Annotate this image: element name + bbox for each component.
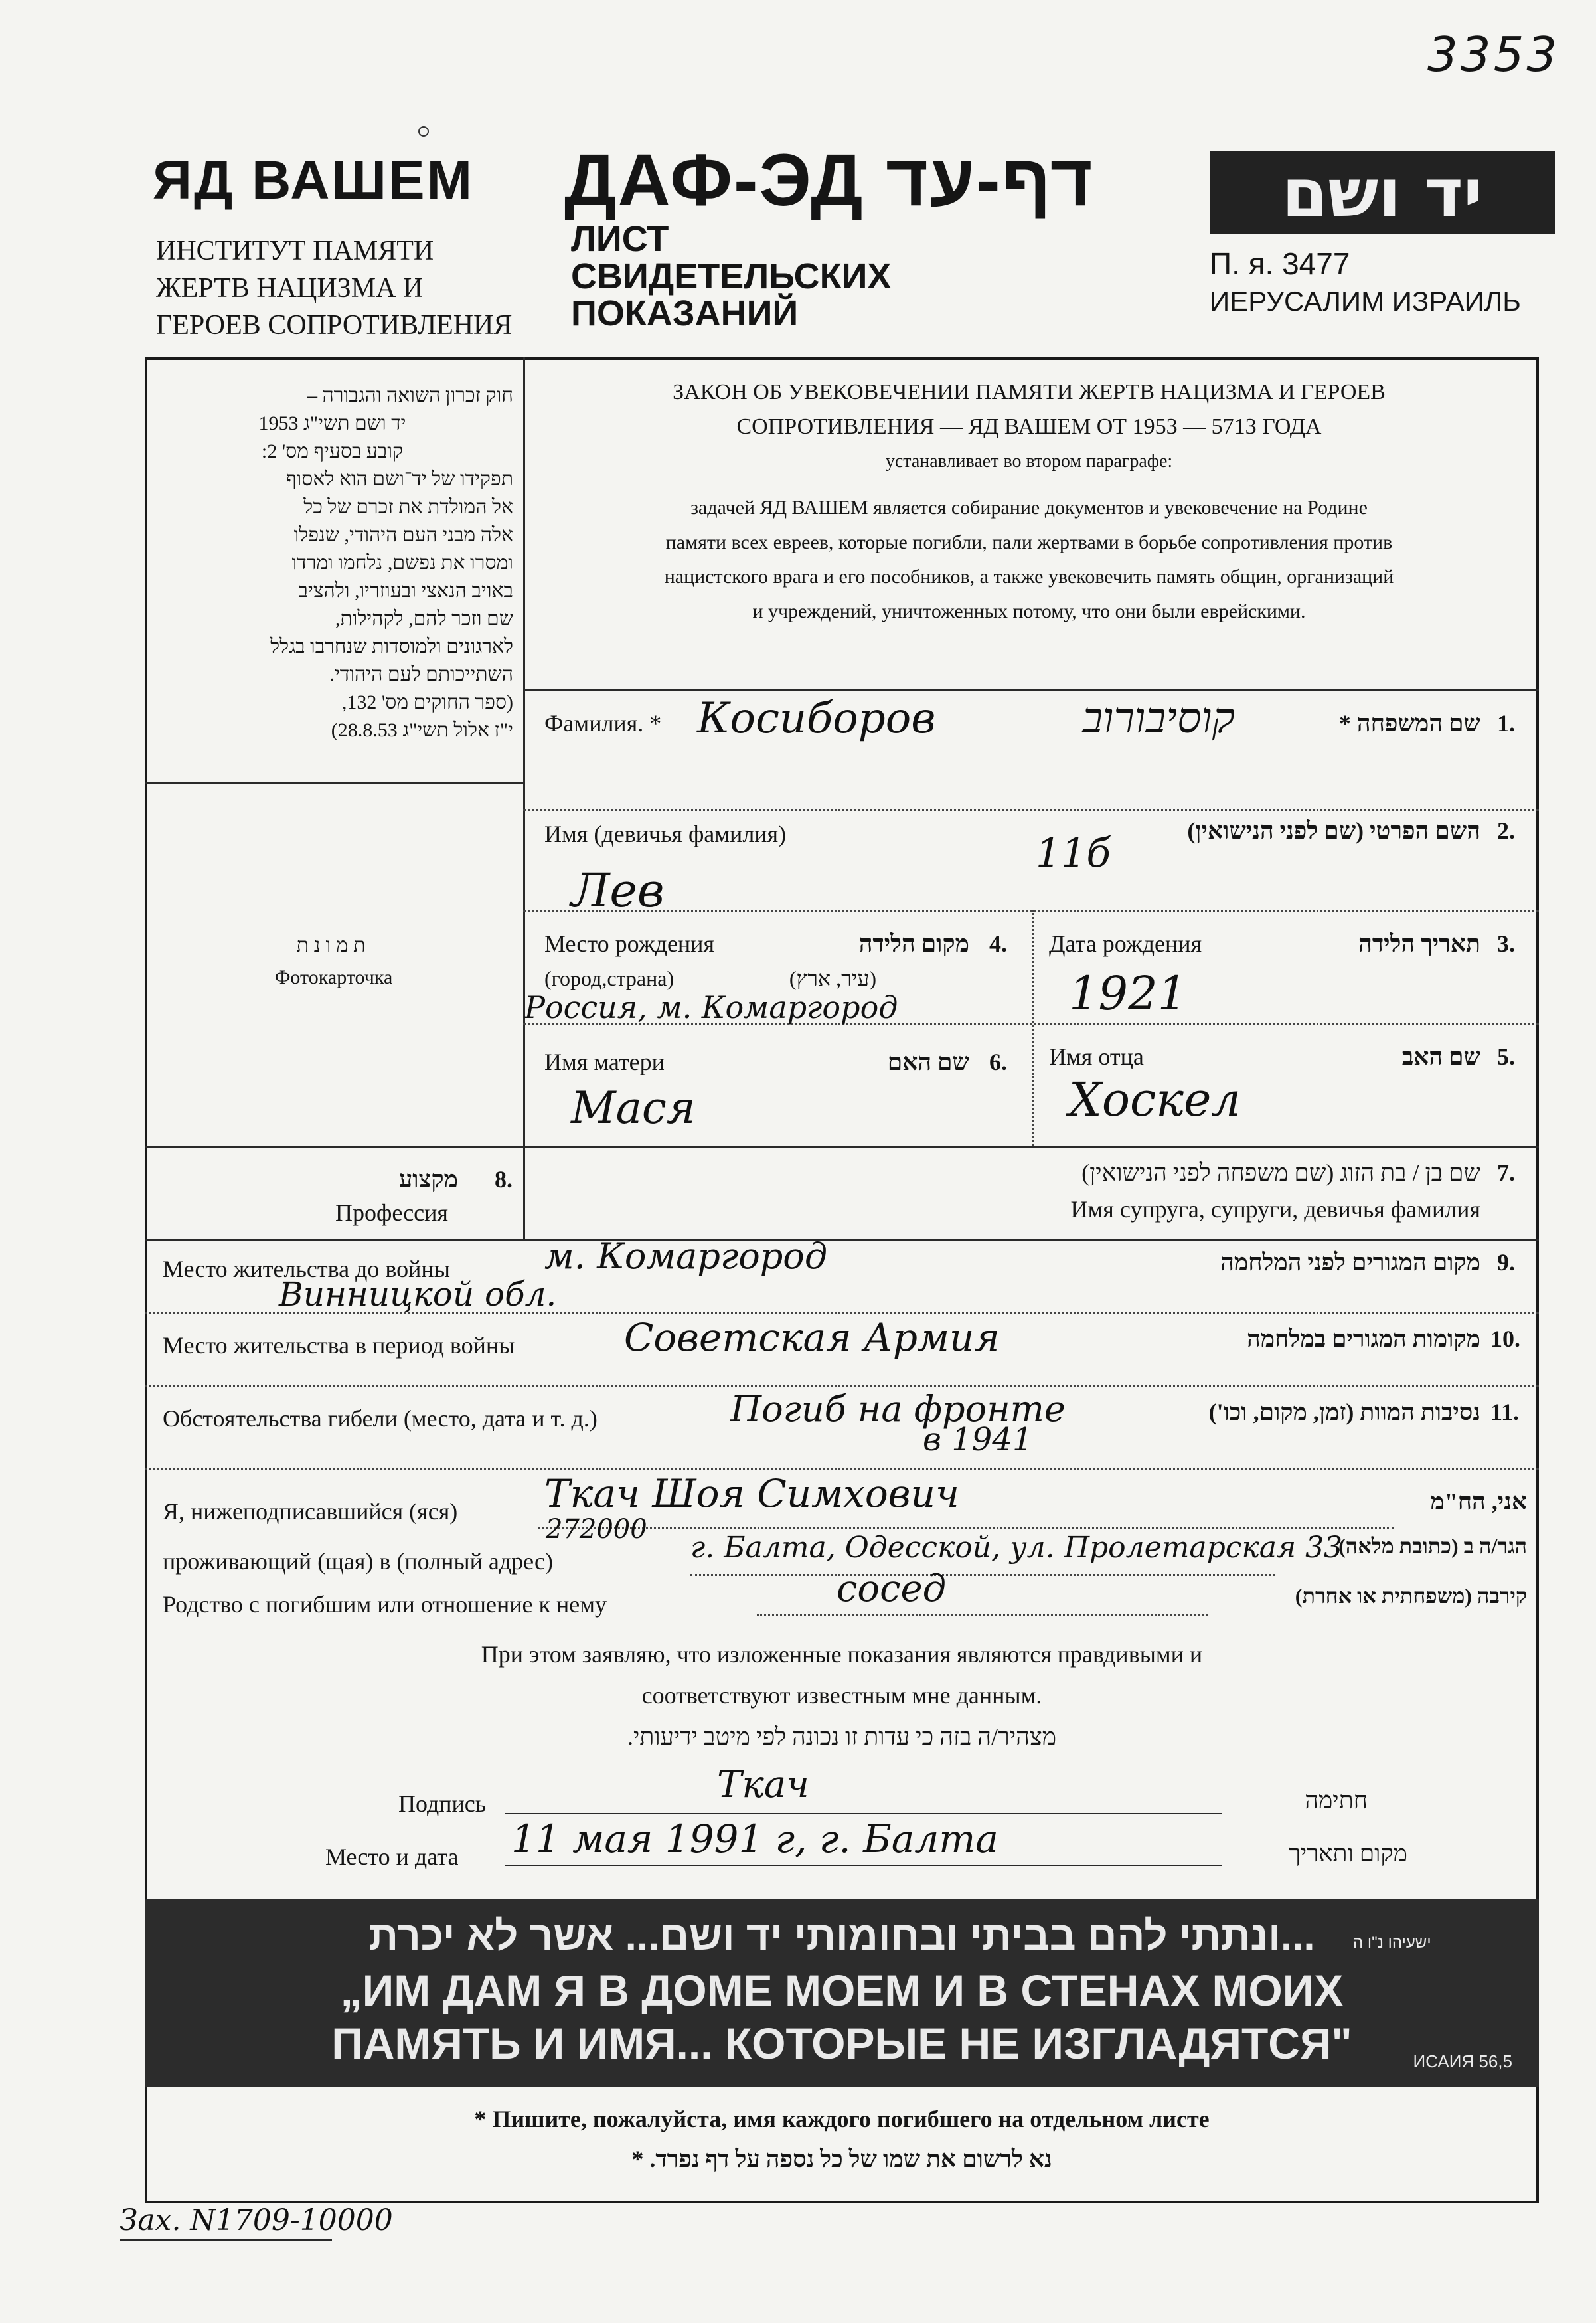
field-firstname-mark: 11б (1036, 830, 1111, 877)
field-death-circumstances-label-he: נסיבות המוות (זמן, מקום, וכו') (1208, 1399, 1480, 1425)
field-profession-label-ru: Профессия (335, 1199, 448, 1226)
witness-name-line (538, 1527, 1394, 1529)
witness-relation-value: сосед (837, 1567, 947, 1610)
law-he-line: (ספר החוקים מס' 132, (341, 691, 513, 713)
divider-left-column (523, 357, 525, 1148)
field-firstname-label-ru: Имя (девичья фамилия) (544, 821, 787, 847)
divider-row1 (523, 809, 1539, 811)
law-he-line: י"ז אלול תשי"ג 28.8.53) (331, 719, 513, 741)
org-subtitle-line: ЖЕРТВ НАЦИЗМА И (156, 273, 424, 303)
field-mother-label-ru: Имя матери (544, 1049, 665, 1075)
law-ru-title: ЗАКОН ОБ УВЕКОВЕЧЕНИИ ПАМЯТИ ЖЕРТВ НАЦИЗМА И ГЕРОЕВ (673, 380, 1386, 404)
field-spouse-label-he: שם בן / בת הזוג (שם משפחה לפני הנישואין) (1081, 1160, 1480, 1186)
photo-label-he: תמונת (296, 934, 371, 956)
witness-relation-line (757, 1614, 1208, 1616)
place-date-label-he: מקום ותאריך (1289, 1840, 1407, 1867)
form-subtitle (571, 220, 891, 332)
field-6-number: 6. (989, 1049, 1007, 1075)
quote-banner (145, 1899, 1539, 2087)
divider-law-he-bottom (145, 782, 523, 784)
witness-name-value: Ткач Шоя Симхович (544, 1471, 960, 1516)
law-ru-title: СОПРОТИВЛЕНИЯ — ЯД ВАШЕМ ОТ 1953 — 5713 ГОДА (736, 414, 1322, 439)
divider-mid-column (1032, 910, 1034, 1146)
field-residence-war-value: Советская Армия (624, 1315, 1000, 1360)
field-residence-prewar-label-he: מקום המגורים לפני המלחמה (1220, 1249, 1480, 1276)
footer-note-he: נא לרשום את שמו של כל נספה על דף נפרד. * (631, 2146, 1052, 2172)
divider-law-bottom (523, 689, 1539, 691)
law-he-line: השתייכותם לעם היהודי. (329, 663, 513, 685)
divider-row4 (145, 1146, 1539, 1148)
divider-row7 (145, 1385, 1539, 1387)
photo-label-ru: Фотокарточка (274, 966, 393, 988)
divider-profession (523, 1146, 525, 1239)
witness-address-label-ru: проживающий (щая) в (полный адрес) (163, 1548, 553, 1575)
org-subtitle-line: ИНСТИТУТ ПАМЯТИ (156, 236, 434, 266)
banner-quote-ru-2: ПАМЯТЬ И ИМЯ... КОТОРЫЕ НЕ ИЗГЛАДЯТСЯ" (331, 2019, 1352, 2068)
field-father-label-he: שם האב (1401, 1043, 1480, 1070)
field-firstname-value: Лев (571, 863, 665, 918)
field-mother-label-he: שם האם (887, 1049, 969, 1075)
law-ru-body-line: нацистского врага и его пособников, а также увековечить память общин, организаций (664, 566, 1394, 588)
field-residence-war-label-he: מקומות המגורים במלחמה (1247, 1326, 1480, 1352)
banner-quote-he: ...ונתתי להם בביתי ובחומותי יד ושם... אשר לא יכרת (368, 1913, 1315, 1959)
field-surname-value-he: קוסיבורוב (1082, 694, 1235, 743)
field-surname-label-ru: Фамилия. * (544, 710, 662, 736)
org-subtitle-ru (156, 232, 512, 344)
field-4-number: 4. (989, 930, 1007, 957)
place-date-value: 11 мая 1991 г, г. Балта (511, 1816, 998, 1861)
place-date-label-ru: Место и дата (325, 1844, 459, 1870)
punch-hole-mark (418, 126, 429, 137)
org-title-ru: ЯД ВАШЕМ (153, 150, 474, 211)
footer-note-ru: * Пишите, пожалуйста, имя каждого погибшего на отдельном листе (474, 2106, 1210, 2132)
archive-stamp-underline (120, 2239, 332, 2241)
field-birthplace-value: Россия, м. Комаргород (524, 989, 898, 1025)
law-ru-body-line: и учреждений, уничтоженных потому, что они были еврейскими. (752, 600, 1306, 622)
divider-row5 (145, 1239, 1539, 1241)
declaration-he-line: מצהיר/ה בזה כי עדות זו נכונה לפי מיטב ידיעותי. (627, 1723, 1057, 1750)
law-he-line: תפקידו של יד־ושם הוא לאסוף (286, 468, 513, 490)
witness-address-line (690, 1574, 1275, 1576)
field-birthplace-sublabel-he: (עיר, ארץ) (789, 966, 876, 990)
field-residence-war-label-ru: Место жительства в период войны (163, 1332, 515, 1359)
field-death-circumstances-label-ru: Обстоятельства гибели (место, дата и т. д.) (163, 1405, 598, 1432)
field-mother-value: Мася (571, 1082, 696, 1134)
law-text-he (151, 382, 513, 744)
law-ru-subtitle: устанавливает во втором параграфе: (885, 451, 1173, 472)
field-7-number: 7. (1497, 1160, 1515, 1186)
divider-row8 (145, 1468, 1539, 1470)
declaration-ru-line: При этом заявляю, что изложенные показания являются правдивыми и (481, 1641, 1203, 1668)
city-address: ИЕРУСАЛИМ ИЗРАИЛЬ (1210, 286, 1521, 317)
po-box: П. я. 3477 (1210, 246, 1350, 281)
witness-relation-label-he: קירבה (משפחתית או אחרת) (1295, 1584, 1527, 1608)
signature-line (505, 1813, 1222, 1814)
photo-placeholder (153, 930, 515, 993)
field-11-number: 11. (1490, 1399, 1520, 1425)
field-father-label-ru: Имя отца (1049, 1043, 1144, 1070)
archive-stamp: Зах. N1709-10000 (120, 2203, 393, 2237)
law-he-line: באויב הנאצי ובעוזריו, ולהציב (298, 580, 513, 602)
field-death-circumstances-value-2: в 1941 (923, 1421, 1033, 1458)
witness-name-label-he: אני, הח"מ (1430, 1488, 1527, 1515)
signature-value: Ткач (717, 1763, 810, 1806)
field-birthdate-label-he: תאריך הלידה (1358, 930, 1480, 957)
banner-cite-ru: ИСАИЯ 56,5 (1413, 2051, 1512, 2071)
law-he-line: אל המולדת את זכרם של כל (303, 496, 513, 518)
law-he-line: ומסרו את נפשם, נלחמו ומרדו (291, 552, 513, 574)
field-firstname-label-he: השם הפרטי (שם לפני הנישואין) (1187, 817, 1480, 844)
field-birthdate-label-ru: Дата рождения (1049, 930, 1202, 957)
signature-label-ru: Подпись (398, 1790, 487, 1817)
field-surname-label-he: שם המשפחה * (1338, 710, 1480, 736)
field-5-number: 5. (1497, 1043, 1515, 1070)
field-residence-prewar-label-ru: Место жительства до войны (163, 1256, 450, 1282)
field-birthplace-label-ru: Место рождения (544, 930, 715, 957)
witness-address-label-he: הגר/ה ב (כתובת מלאה) (1338, 1534, 1527, 1558)
place-date-line (505, 1865, 1222, 1866)
field-9-number: 9. (1497, 1249, 1515, 1276)
field-surname-value-ru: Косиборов (697, 694, 936, 743)
law-he-line: יד ושם תשי"ג 1953 (258, 412, 406, 434)
law-he-line: קובע בסעיף מס' 2: (261, 440, 404, 462)
field-residence-prewar-value-2: Винницкой обл. (279, 1275, 557, 1314)
witness-name-label-ru: Я, нижеподписавшийся (яся) (163, 1498, 458, 1525)
law-he-line: אלה מבני העם היהודי, שנפלו (293, 524, 513, 546)
declaration-ru-line: соответствуют известным мне данным. (641, 1682, 1042, 1709)
field-father-value: Хоскел (1069, 1073, 1241, 1127)
form-subtitle-line: ПОКАЗАНИЙ (571, 294, 799, 333)
law-he-line: חוק זכרון השואה והגבורה – (307, 385, 513, 406)
law-ru-body-line: задачей ЯД ВАШЕМ является собирание документов и увековечение на Родине (690, 497, 1368, 519)
field-death-circumstances-value-1: Погиб на фронте (730, 1388, 1066, 1430)
field-8-number: 8. (495, 1166, 513, 1193)
field-3-number: 3. (1497, 930, 1515, 957)
form-subtitle-line: ЛИСТ (571, 219, 669, 259)
field-birthplace-sublabel-ru: (город,страна) (544, 966, 675, 990)
declaration (145, 1634, 1539, 1757)
law-ru-body-line: памяти всех евреев, которые погибли, пали жертвами в борьбе сопротивления против (665, 531, 1393, 553)
witness-address-value-top: 272000 (546, 1514, 647, 1545)
signature-label-he: חתימה (1305, 1787, 1368, 1814)
field-2-number: 2. (1497, 817, 1515, 844)
witness-address-value: г. Балта, Одесской, ул. Пролетарская 33 (690, 1531, 1343, 1565)
law-he-line: לארגונים ולמוסדות שנחרבו בגלל (270, 636, 513, 657)
archive-number: 3353 (1427, 27, 1560, 82)
org-subtitle-line: ГЕРОЕВ СОПРОТИВЛЕНИЯ (156, 310, 513, 341)
field-1-number: 1. (1497, 710, 1515, 736)
field-profession-label-he: מקצוע (398, 1166, 458, 1193)
field-spouse-label-ru: Имя супруга, супруги, девичья фамилия (1070, 1196, 1480, 1223)
form-subtitle-line: СВИДЕТЕЛЬСКИХ (571, 256, 892, 296)
field-birthdate-value: 1921 (1069, 966, 1188, 1021)
law-text-ru (531, 375, 1527, 629)
banner-cite-he: ישעיהו נ"ו ה (1353, 1934, 1431, 1952)
law-he-line: שם וזכר להם, לקהילות, (335, 608, 513, 630)
witness-relation-label-ru: Родство с погибшим или отношение к нему (163, 1591, 607, 1618)
banner-quote-ru-1: „ИМ ДАМ Я В ДОМЕ МОЕМ И В СТЕНАХ МОИХ (340, 1966, 1344, 2015)
field-residence-prewar-value-1: м. Комаргород (544, 1235, 828, 1277)
yad-vashem-logo: יד ושם (1210, 151, 1555, 234)
field-birthplace-label-he: מקום הלידה (858, 930, 969, 957)
divider-row2 (523, 910, 1539, 912)
field-10-number: 10. (1490, 1326, 1520, 1352)
form-title: ДАФ-ЭД דף-עד (564, 139, 1094, 221)
